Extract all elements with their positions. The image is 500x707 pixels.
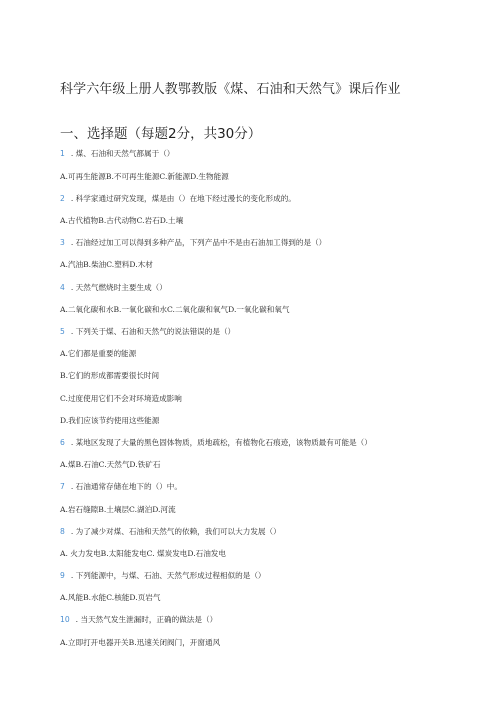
question-text: . 石油经过加工可以得到多种产品，下列产品中不是由石油加工得到的是（） <box>70 238 327 247</box>
question-5-option-d: D.我们应该节约使用这些能源 <box>60 416 160 425</box>
question-text: . 某地区发现了大量的黑色固体物质，质地疏松，有植物化石痕迹，该物质最有可能是（） <box>70 438 372 447</box>
question-3-options: A.汽油B.柴油C.塑料D.木材 <box>60 260 153 269</box>
question-text: . 下列关于煤、石油和天然气的说法错误的是（） <box>70 327 236 336</box>
question-number: 6 <box>60 438 65 447</box>
question-6 <box>60 437 372 448</box>
question-5-option-c: C.过度使用它们不会对环境造成影响 <box>60 394 182 403</box>
question-number: 3 <box>60 238 65 247</box>
question-number: 5 <box>60 327 65 336</box>
question-number: 10 <box>60 615 70 624</box>
question-3 <box>60 237 326 248</box>
question-text: . 科学家通过研究发现，煤是由（）在地下经过漫长的变化形成的。 <box>70 194 296 203</box>
question-2 <box>60 193 296 204</box>
question-4-options: A.二氧化碳和水B.一氧化碳和水C.二氧化碳和氧气D.一氧化碳和氧气 <box>60 305 290 314</box>
question-5-option-b: B.它们的形成都需要很长时间 <box>60 371 160 380</box>
question-number: 1 <box>60 149 65 158</box>
question-9-options: A.风能B.水能C.核能D.页岩气 <box>60 593 161 602</box>
question-1-options: A.可再生能源B.不可再生能源C.新能源D.生物能源 <box>60 172 229 181</box>
section-heading: 一、选择题（每题2分，共30分） <box>60 126 262 142</box>
question-7-options: A.岩石缝隙B.土壤层C.湖泊D.河流 <box>60 505 176 514</box>
question-1 <box>60 148 174 159</box>
question-8 <box>60 526 281 537</box>
question-6-options: A.煤B.石油C.天然气D.铁矿石 <box>60 460 161 469</box>
question-text: . 为了减少对煤、石油和天然气的依赖，我们可以大力发展（） <box>70 527 281 536</box>
question-9 <box>60 570 266 581</box>
question-text: . 天然气燃烧时主要生成（） <box>70 283 167 292</box>
question-number: 8 <box>60 527 65 536</box>
question-5-option-a: A.它们都是重要的能源 <box>60 349 137 358</box>
question-4 <box>60 282 167 293</box>
page-title: 科学六年级上册人教鄂教版《煤、石油和天然气》课后作业 <box>60 82 401 97</box>
question-text: . 石油通常存储在地下的（）中。 <box>70 482 182 491</box>
question-10-options: A.立即打开电器开关B.迅速关闭阀门，开窗通风 <box>60 638 221 647</box>
question-8-options: A. 火力发电B.太阳能发电C. 煤炭发电D.石油发电 <box>60 549 226 558</box>
question-text: . 煤、石油和天然气都属于（） <box>70 149 175 158</box>
question-number: 9 <box>60 571 65 580</box>
question-number: 4 <box>60 283 65 292</box>
question-7 <box>60 481 182 492</box>
question-2-options: A.古代植物B.古代动物C.岩石D.土壤 <box>60 216 184 225</box>
question-text: . 下列能源中，与煤、石油、天然气形成过程相似的是（） <box>70 571 266 580</box>
question-10 <box>60 614 217 625</box>
question-number: 7 <box>60 482 65 491</box>
question-number: 2 <box>60 194 65 203</box>
question-5 <box>60 326 235 337</box>
question-text: . 当天然气发生泄漏时，正确的做法是（） <box>75 615 218 624</box>
